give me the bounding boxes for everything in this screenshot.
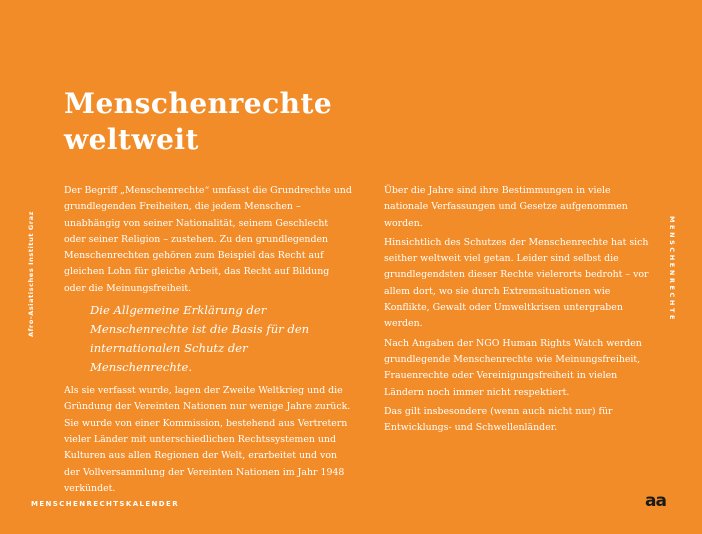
- side-label-institute: Afro-Asiatisches Institut Graz: [27, 210, 35, 338]
- side-label-topic: MENSCHENRECHTE: [668, 215, 676, 323]
- right-text-column: [384, 183, 654, 439]
- right-paragraph-2: Hinsichtlich des Schutzes der Menschenrechte hat sich seither weltweit viel getan. Leider sind selbst die grundlegendsten dieser Rechte vielerorts bedroht – vor allem dort, wo sie durch Extremsituationen wie Konflikte, Gewalt oder Umweltkrisen untergraben werden.: [384, 236, 649, 330]
- pull-quote: Die Allgemeine Erklärung der Menschenrechte ist die Basis für den internationalen Schutz der Menschenrechte.: [90, 303, 310, 375]
- title-line-2: weltweit: [64, 123, 199, 156]
- left-paragraph-2: Als sie verfasst wurde, lagen der Zweite Weltkrieg und die Gründung der Vereinten Nationen nur wenige Jahre zurück. Sie wurde von einer Kommission, bestehend aus Vertretern vieler Länder mit unterschiedlichen Rechtssystemen und Kulturen aus allen Regionen der Welt, erarbeitet und von der Vollversammlung der Vereinten Nationen im Jahr 1948 verkündet.: [64, 385, 351, 494]
- page-title: [64, 86, 364, 158]
- right-paragraph-4: Das gilt insbesondere (wenn auch nicht nur) für Entwicklungs- und Schwellenländer.: [384, 405, 613, 434]
- right-paragraph-1: Über die Jahre sind ihre Bestimmungen in viele nationale Verfassungen und Gesetze aufgenommen worden.: [384, 185, 628, 229]
- left-paragraph-1: Der Begriff „Menschenrechte“ umfasst die Grundrechte und grundlegenden Freiheiten, die jedem Menschen – unabhängig von seiner Nationalität, seinem Geschlecht oder seiner Religion – zustehen. Zu den grundlegenden Menschenrechten gehören zum Beispiel das Recht auf gleichen Lohn für gleiche Arbeit, das Recht auf Bildung oder die Meinungsfreiheit.: [64, 185, 352, 294]
- title-line-1: Menschenrechte: [64, 87, 333, 120]
- footer-calendar-label: MENSCHENRECHTSKALENDER: [31, 500, 179, 508]
- aai-logo: aa: [645, 491, 666, 511]
- right-paragraph-3: Nach Angaben der NGO Human Rights Watch werden grundlegende Menschenrechte wie Meinungsfreiheit, Frauenrechte oder Vereinigungsfreiheit in vielen Ländern noch immer nicht respektiert.: [384, 337, 642, 398]
- left-text-column: [64, 183, 352, 500]
